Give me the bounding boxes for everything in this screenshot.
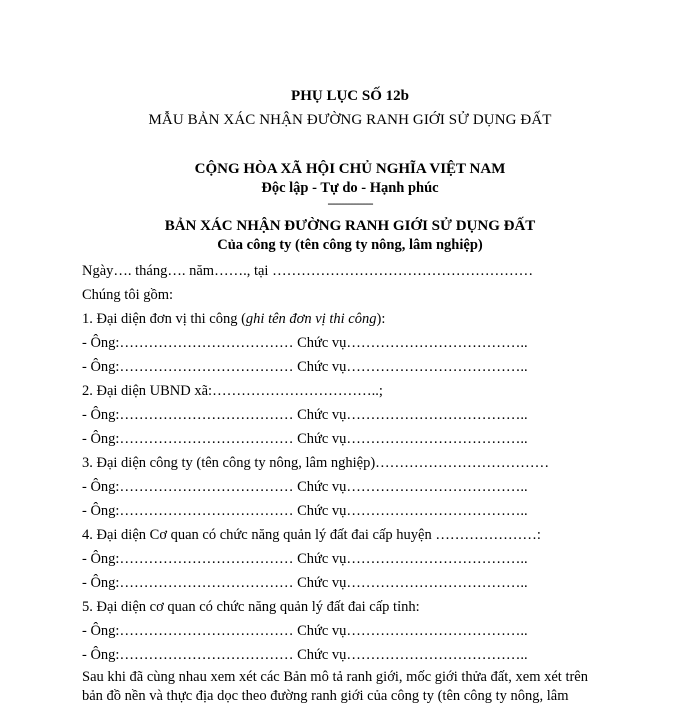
section-1-row-1: - Ông:……………………………… Chức vụ……………………………….. — [82, 335, 528, 351]
motto-divider: --------------- — [327, 196, 373, 210]
section-3-heading: 3. Đại diện công ty (tên công ty nông, lâm nghiệp)……………………………… — [82, 455, 550, 471]
section-4-row-2: - Ông:……………………………… Chức vụ……………………………….. — [82, 575, 528, 591]
closing-paragraph-line-2: bản đồ nền và thực địa dọc theo đường ranh giới của công ty (tên công ty nông, lâm — [82, 688, 569, 704]
section-3-row-1: - Ông:……………………………… Chức vụ……………………………….. — [82, 479, 528, 495]
section-5-heading: 5. Đại diện cơ quan có chức năng quản lý đất đai cấp tỉnh: — [82, 599, 420, 615]
document-title: BẢN XÁC NHẬN ĐƯỜNG RANH GIỚI SỬ DỤNG ĐẤT — [164, 218, 536, 234]
section-2-heading: 2. Đại diện UBND xã:……………………………..; — [82, 383, 383, 399]
section-2-row-2: - Ông:……………………………… Chức vụ……………………………….. — [82, 431, 528, 447]
section-2-row-1: - Ông:……………………………… Chức vụ……………………………….. — [82, 407, 528, 423]
section-5-row-1: - Ông:……………………………… Chức vụ……………………………….. — [82, 623, 528, 639]
form-title: MẪU BẢN XÁC NHẬN ĐƯỜNG RANH GIỚI SỬ DỤNG ĐẤT — [148, 112, 552, 128]
section-1-row-2: - Ông:……………………………… Chức vụ……………………………….. — [82, 359, 528, 375]
section-1-heading — [82, 311, 385, 328]
date-place-line: Ngày…. tháng…. năm……., tại ……………………………………………… — [82, 263, 534, 279]
section-3-row-2: - Ông:……………………………… Chức vụ……………………………….. — [82, 503, 528, 519]
national-name: CỘNG HÒA XÃ HỘI CHỦ NGHĨA VIỆT NAM — [194, 161, 506, 177]
national-motto: Độc lập - Tự do - Hạnh phúc — [261, 180, 439, 196]
closing-paragraph-line-1: Sau khi đã cùng nhau xem xét các Bản mô tả ranh giới, mốc giới thửa đất, xem xét trên — [82, 669, 588, 685]
section-1-heading-prefix: 1. Đại diện đơn vị thi công ( — [82, 311, 246, 327]
section-5-row-2: - Ông:……………………………… Chức vụ……………………………….. — [82, 647, 528, 663]
appendix-number: PHỤ LỤC SỐ 12b — [291, 88, 409, 104]
section-4-heading: 4. Đại diện Cơ quan có chức năng quản lý đất đai cấp huyện …………………: — [82, 527, 541, 543]
document-subtitle: Của công ty (tên công ty nông, lâm nghiệp) — [217, 237, 483, 253]
section-1-heading-italic: ghi tên đơn vị thi công — [245, 311, 377, 327]
section-4-row-1: - Ông:……………………………… Chức vụ……………………………….. — [82, 551, 528, 567]
section-1-heading-suffix: ): — [376, 311, 386, 327]
intro-text: Chúng tôi gồm: — [82, 287, 174, 303]
